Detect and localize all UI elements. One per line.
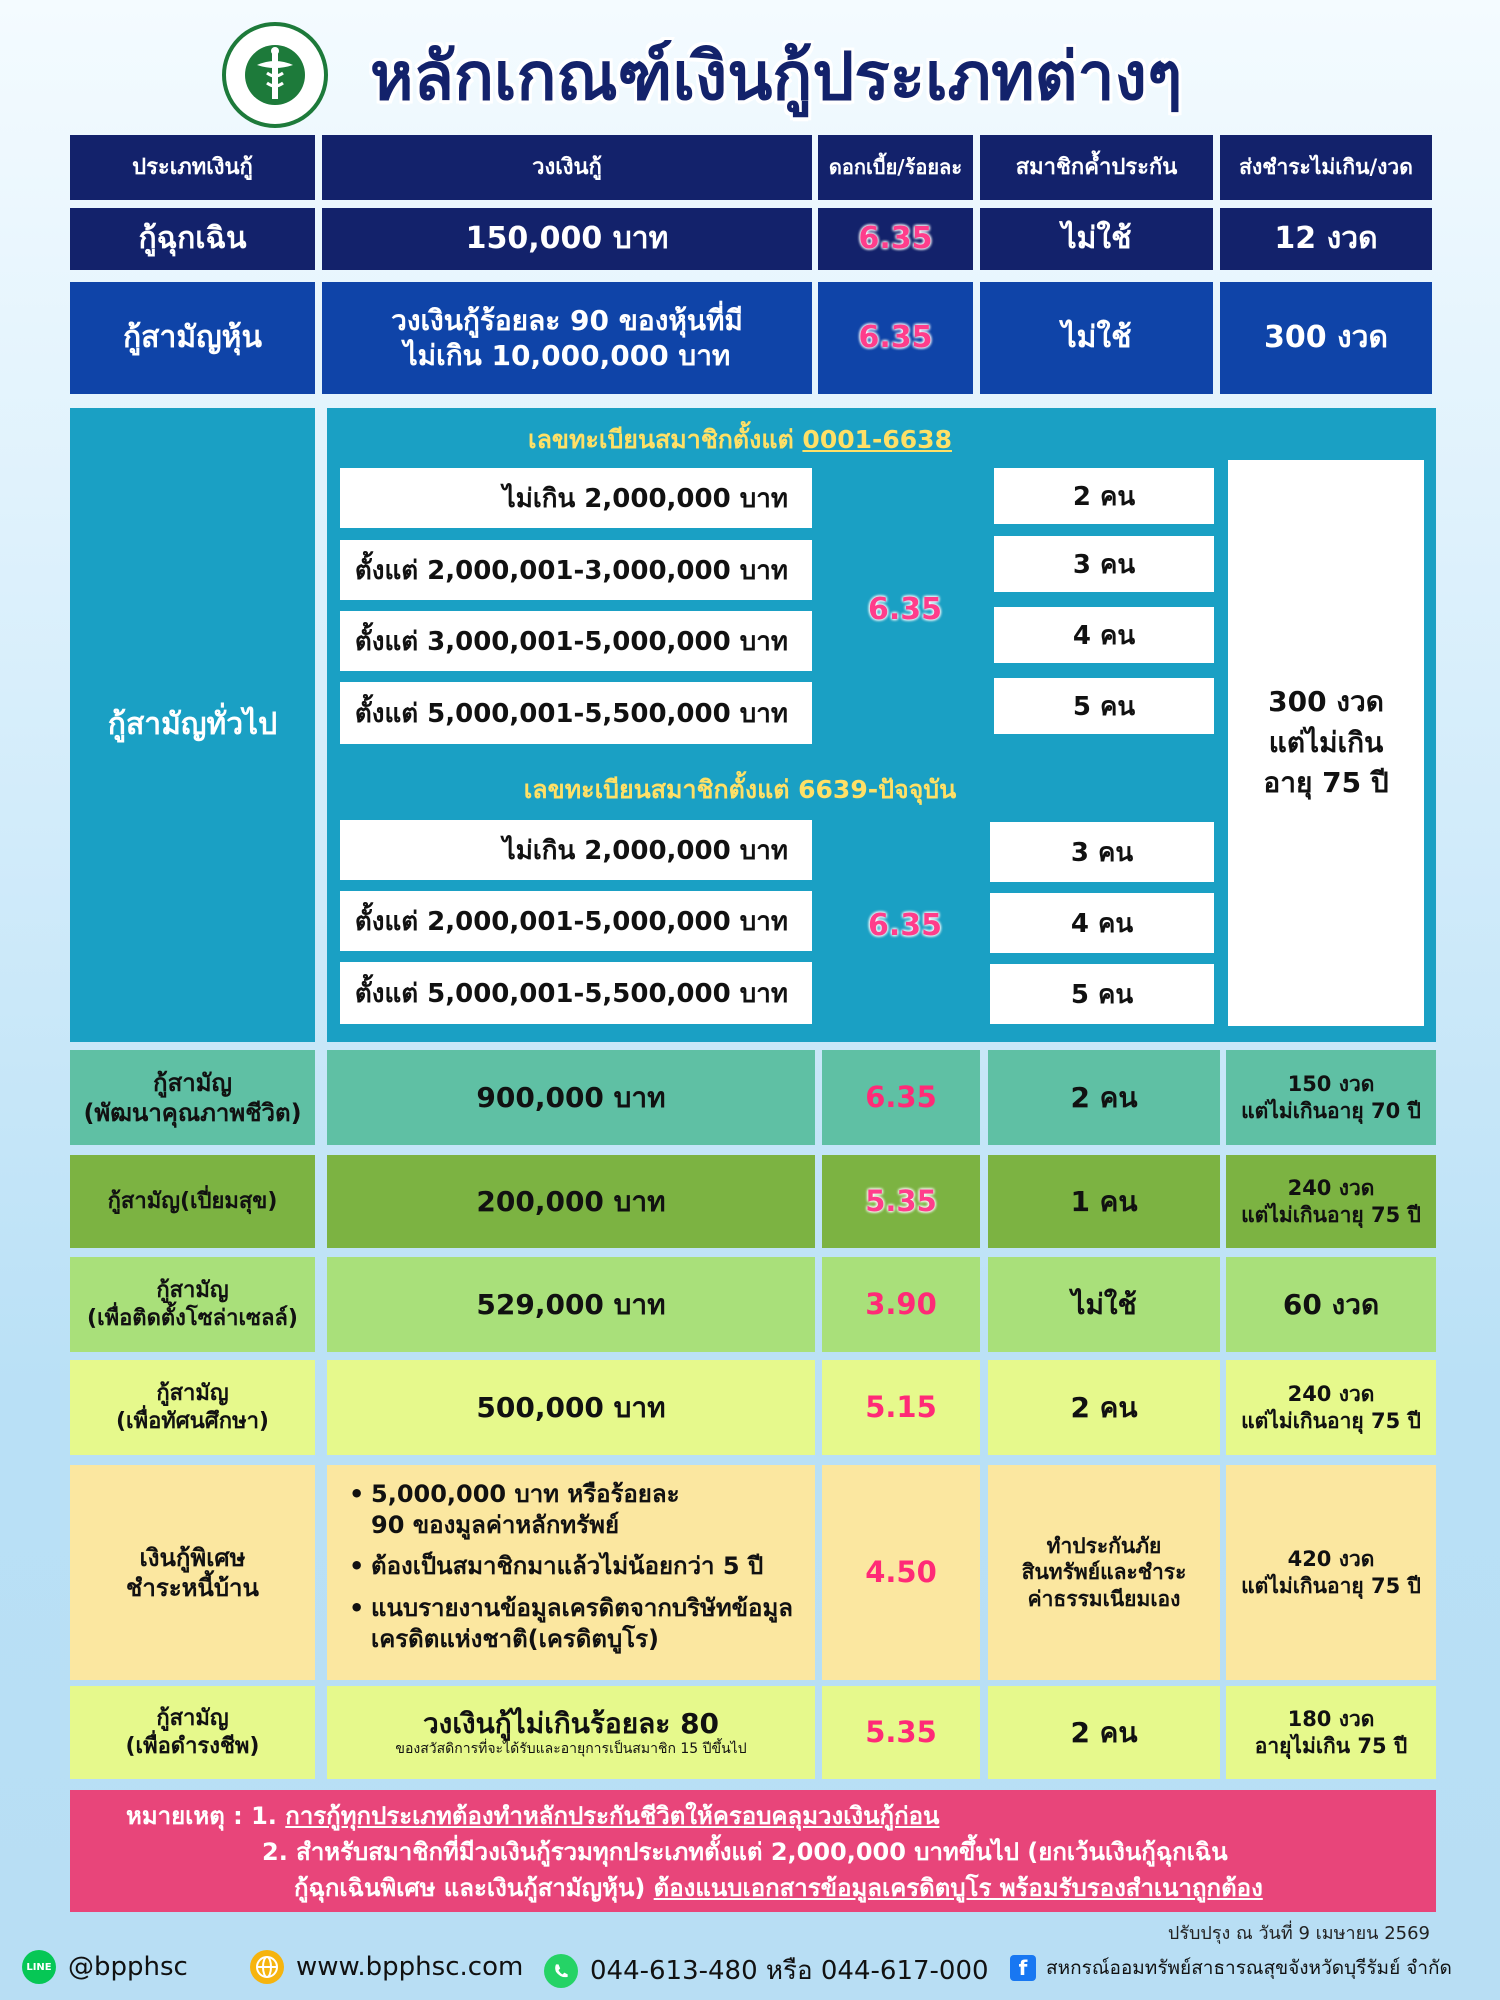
living-limit-line2: ของสวัสดิการที่จะได้รับและอายุการเป็นสมาชิก 15 ปีขึ้นไป bbox=[395, 1741, 747, 1758]
home-guarantor-line1: ทำประกันภัย bbox=[1046, 1534, 1162, 1559]
general-g2-guarantor-2: 4 คน bbox=[990, 893, 1214, 953]
living-installments bbox=[1226, 1686, 1436, 1779]
happy-type: กู้สามัญ(เปี่ยมสุข) bbox=[70, 1155, 315, 1248]
emergency-type: กู้ฉุกเฉิน bbox=[70, 208, 315, 270]
solar-installments: 60 งวด bbox=[1226, 1257, 1436, 1352]
general-g2-guarantor-1: 3 คน bbox=[990, 822, 1214, 882]
updated-date: ปรับปรุง ณ วันที่ 9 เมษายน 2569 bbox=[1167, 1923, 1430, 1944]
note-2-c: ต้องแนบเอกสารข้อมูลเครดิตบูโร พร้อมรับรองสำเนาถูกต้อง bbox=[653, 1874, 1263, 1902]
note-line-3 bbox=[86, 1870, 1420, 1906]
general-g2-limit-3: ตั้งแต่ 5,000,001-5,500,000 บาท bbox=[340, 962, 812, 1024]
solar-limit: 529,000 บาท bbox=[327, 1257, 815, 1352]
general-g1-limit-2: ตั้งแต่ 2,000,001-3,000,000 บาท bbox=[340, 540, 812, 600]
home-installments-line2: แต่ไม่เกินอายุ 75 ปี bbox=[1241, 1573, 1421, 1598]
quality-type bbox=[70, 1050, 315, 1145]
happy-installments-line2: แต่ไม่เกินอายุ 75 ปี bbox=[1241, 1202, 1421, 1227]
share-rate: 6.35 bbox=[818, 282, 973, 394]
home-guarantor-line2: สินทรัพย์และชำระ bbox=[1021, 1560, 1187, 1585]
footer-web[interactable] bbox=[250, 1950, 523, 1984]
trip-type bbox=[70, 1360, 315, 1455]
trip-installments bbox=[1226, 1360, 1436, 1455]
quality-guarantor: 2 คน bbox=[988, 1050, 1220, 1145]
general-g2-rate: 6.35 bbox=[867, 908, 943, 944]
general-installments bbox=[1228, 460, 1424, 1026]
trip-limit: 500,000 บาท bbox=[327, 1360, 815, 1455]
happy-installments-line1: 240 งวด bbox=[1287, 1176, 1375, 1201]
happy-limit: 200,000 บาท bbox=[327, 1155, 815, 1248]
general-g2-limit-2: ตั้งแต่ 2,000,001-5,000,000 บาท bbox=[340, 891, 812, 951]
note-line-2: 2. สำหรับสมาชิกที่มีวงเงินกู้รวมทุกประเภทตั้งแต่ 2,000,000 บาทขึ้นไป (ยกเว้นเงินกู้ฉุกเฉิน bbox=[262, 1838, 1228, 1866]
quality-installments bbox=[1226, 1050, 1436, 1145]
general-installments-line1: 300 งวด bbox=[1268, 685, 1384, 719]
share-type: กู้สามัญหุ้น bbox=[70, 282, 315, 394]
header-rate: ดอกเบี้ย/ร้อยละ bbox=[818, 135, 973, 200]
general-group2-heading: เลขทะเบียนสมาชิกตั้งแต่ 6639-ปัจจุบัน bbox=[523, 775, 957, 804]
trip-rate: 5.15 bbox=[822, 1360, 980, 1455]
footer-facebook[interactable] bbox=[1010, 1953, 1452, 1983]
quality-installments-line2: แต่ไม่เกินอายุ 70 ปี bbox=[1241, 1098, 1421, 1123]
solar-type-line1: กู้สามัญ bbox=[156, 1278, 229, 1303]
logo bbox=[222, 22, 328, 128]
note-2-b: กู้ฉุกเฉินพิเศษ และเงินกู้สามัญหุ้น) bbox=[294, 1874, 654, 1902]
living-type-line1: กู้สามัญ bbox=[156, 1706, 229, 1731]
general-g1-guarantor-3: 4 คน bbox=[994, 607, 1214, 663]
general-g2-guarantor-3: 5 คน bbox=[990, 964, 1214, 1024]
happy-guarantor: 1 คน bbox=[988, 1155, 1220, 1248]
header-installments: ส่งชำระไม่เกิน/งวด bbox=[1220, 135, 1432, 200]
living-limit-line1: วงเงินกู้ไม่เกินร้อยละ 80 bbox=[422, 1707, 720, 1741]
note-1-text: การกู้ทุกประเภทต้องทำหลักประกันชีวิตให้ครอบคลุมวงเงินกู้ก่อน bbox=[285, 1802, 940, 1830]
footer-phone-text: 044-613-480 หรือ 044-617-000 bbox=[590, 1956, 989, 1986]
home-limit bbox=[327, 1465, 815, 1680]
share-installments: 300 งวด bbox=[1220, 282, 1432, 394]
general-installments-line3: อายุ 75 ปี bbox=[1263, 766, 1389, 800]
living-installments-line1: 180 งวด bbox=[1287, 1707, 1375, 1732]
header-type: ประเภทเงินกู้ bbox=[70, 135, 315, 200]
footer-facebook-text: สหกรณ์ออมทรัพย์สาธารณสุขจังหวัดบุรีรัมย์ จำกัด bbox=[1046, 1957, 1452, 1979]
trip-installments-line2: แต่ไม่เกินอายุ 75 ปี bbox=[1241, 1408, 1421, 1433]
footer-web-text: www.bpphsc.com bbox=[296, 1952, 524, 1982]
solar-type bbox=[70, 1257, 315, 1352]
quality-installments-line1: 150 งวด bbox=[1287, 1072, 1375, 1097]
general-group1-heading bbox=[330, 420, 1150, 460]
share-limit bbox=[322, 282, 812, 394]
footer-line-text: @bpphsc bbox=[68, 1952, 188, 1982]
home-type-line2: ชำระหนี้บ้าน bbox=[126, 1573, 259, 1602]
home-installments bbox=[1226, 1465, 1436, 1680]
general-g1-limit-1: ไม่เกิน 2,000,000 บาท bbox=[340, 468, 812, 528]
footer-line[interactable] bbox=[22, 1950, 188, 1984]
general-g1-limit-4: ตั้งแต่ 5,000,001-5,500,000 บาท bbox=[340, 682, 812, 744]
trip-type-line2: (เพื่อทัศนศึกษา) bbox=[116, 1408, 269, 1434]
general-g1-guarantor-4: 5 คน bbox=[994, 678, 1214, 734]
home-type-line1: เงินกู้พิเศษ bbox=[139, 1543, 246, 1572]
emergency-guarantor: ไม่ใช้ bbox=[980, 208, 1213, 270]
home-bullet-1: • 5,000,000 บาท หรือร้อยละ 90 ของมูลค่าหลักทรัพย์ bbox=[345, 1479, 705, 1541]
home-type bbox=[70, 1465, 315, 1680]
home-bullet-2: • ต้องเป็นสมาชิกมาแล้วไม่น้อยกว่า 5 ปี bbox=[345, 1551, 799, 1582]
home-guarantor-line3: ค่าธรรมเนียมเอง bbox=[1027, 1586, 1181, 1611]
home-limit-list bbox=[345, 1479, 799, 1655]
trip-guarantor: 2 คน bbox=[988, 1360, 1220, 1455]
general-g2-limit-1: ไม่เกิน 2,000,000 บาท bbox=[340, 820, 812, 880]
quality-type-line1: กู้สามัญ bbox=[153, 1068, 232, 1097]
general-g1-limit-3: ตั้งแต่ 3,000,001-5,000,000 บาท bbox=[340, 611, 812, 671]
emergency-rate: 6.35 bbox=[818, 208, 973, 270]
trip-type-line1: กู้สามัญ bbox=[156, 1381, 229, 1406]
whatsapp-icon bbox=[544, 1954, 578, 1988]
share-limit-line2: ไม่เกิน 10,000,000 บาท bbox=[403, 339, 731, 372]
home-bullet-3: • แนบรายงานข้อมูลเครดิตจากบริษัทข้อมูลเครดิตแห่งชาติ(เครดิตบูโร) bbox=[345, 1593, 799, 1655]
living-rate: 5.35 bbox=[822, 1686, 980, 1779]
happy-rate: 5.35 bbox=[822, 1155, 980, 1248]
home-rate: 4.50 bbox=[822, 1465, 980, 1680]
quality-type-line2: (พัฒนาคุณภาพชีวิต) bbox=[83, 1098, 302, 1127]
home-installments-line1: 420 งวด bbox=[1287, 1547, 1375, 1572]
general-group1-label: เลขทะเบียนสมาชิกตั้งแต่ bbox=[528, 425, 803, 454]
header-guarantor: สมาชิกค้ำประกัน bbox=[980, 135, 1213, 200]
note-box bbox=[70, 1790, 1436, 1912]
living-limit bbox=[327, 1686, 815, 1779]
page-title: หลักเกณฑ์เงินกู้ประเภทต่างๆ bbox=[370, 37, 1183, 115]
emergency-limit: 150,000 บาท bbox=[322, 208, 812, 270]
general-installments-line2: แต่ไม่เกิน bbox=[1268, 725, 1384, 759]
share-limit-line1: วงเงินกู้ร้อยละ 90 ของหุ้นที่มี bbox=[391, 304, 743, 337]
share-guarantor: ไม่ใช้ bbox=[980, 282, 1213, 394]
globe-icon bbox=[250, 1950, 284, 1984]
header-limit: วงเงินกู้ bbox=[322, 135, 812, 200]
living-type-line2: (เพื่อดำรงชีพ) bbox=[125, 1733, 260, 1759]
living-installments-line2: อายุไม่เกิน 75 ปี bbox=[1254, 1733, 1408, 1758]
note-label: หมายเหตุ : bbox=[126, 1802, 252, 1830]
line-icon: LINE bbox=[22, 1950, 56, 1984]
caduceus-icon bbox=[227, 27, 323, 123]
quality-limit: 900,000 บาท bbox=[327, 1050, 815, 1145]
facebook-icon: f bbox=[1010, 1955, 1036, 1981]
solar-rate: 3.90 bbox=[822, 1257, 980, 1352]
home-guarantor bbox=[988, 1465, 1220, 1680]
quality-rate: 6.35 bbox=[822, 1050, 980, 1145]
general-g1-guarantor-2: 3 คน bbox=[994, 536, 1214, 592]
solar-guarantor: ไม่ใช้ bbox=[988, 1257, 1220, 1352]
general-g1-rate: 6.35 bbox=[867, 592, 943, 628]
general-g1-guarantor-1: 2 คน bbox=[994, 468, 1214, 524]
note-1-prefix: 1. bbox=[251, 1802, 286, 1830]
happy-installments bbox=[1226, 1155, 1436, 1248]
general-type: กู้สามัญทั่วไป bbox=[70, 408, 315, 1042]
emergency-installments: 12 งวด bbox=[1220, 208, 1432, 270]
living-guarantor: 2 คน bbox=[988, 1686, 1220, 1779]
note-line-1 bbox=[86, 1798, 1420, 1834]
solar-type-line2: (เพื่อติดตั้งโซล่าเซลล์) bbox=[87, 1305, 298, 1331]
footer-phone[interactable] bbox=[544, 1950, 989, 1991]
living-type bbox=[70, 1686, 315, 1779]
trip-installments-line1: 240 งวด bbox=[1287, 1382, 1375, 1407]
general-group1-range: 0001-6638 bbox=[802, 425, 952, 454]
